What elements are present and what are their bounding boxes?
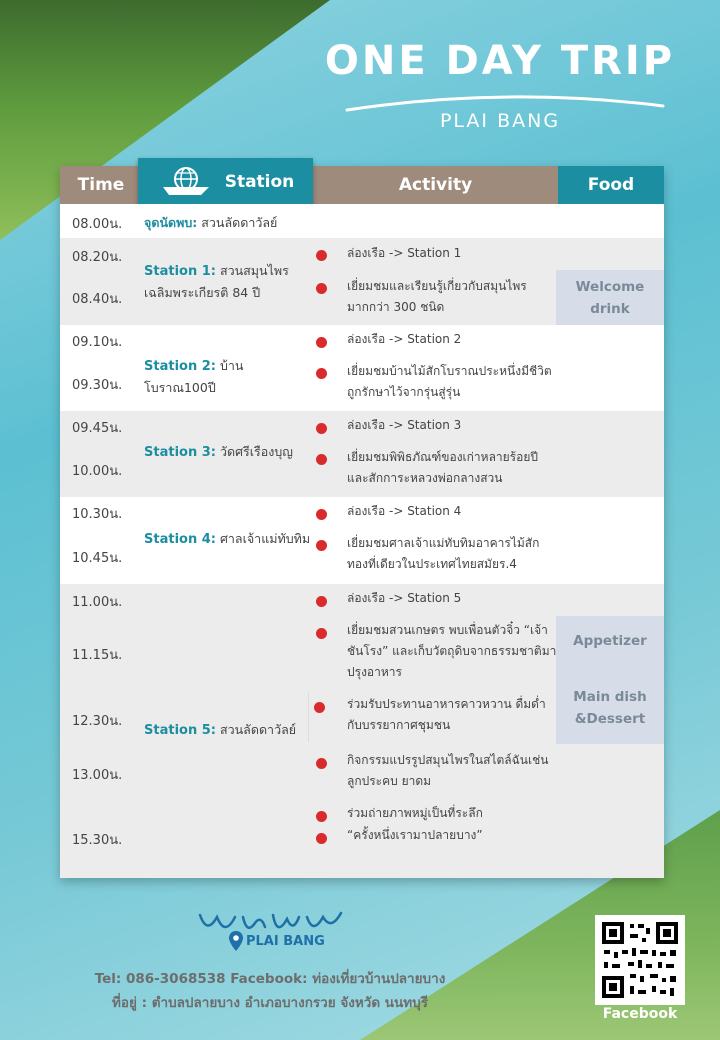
time-cell: 10.30น. [72, 507, 123, 522]
activity-text: “ครั้งหนึ่งเรามาปลายบาง” [347, 828, 483, 842]
station-desc: ศาลเจ้าแม่ทับทิม [219, 531, 311, 546]
itinerary-table [60, 166, 664, 878]
station-desc: สวนลัดดาวัลย์ [219, 722, 297, 737]
station-desc: สวนสมุนไพรเฉลิมพระเกียรติ 84 ปี [144, 263, 289, 300]
activity-text: ร่วมถ่ายภาพหมู่เป็นที่ระลึก [347, 806, 483, 820]
activity-text: เยี่ยมชมพิพิธภัณฑ์ของเก่าหลายร้อยปีและสักการะหลวงพ่อกลางสวน [347, 450, 538, 485]
activity-text: เยี่ยมชมสวนเกษตร พบเพื่อนตัวจิ๋ว “เจ้าชันโรง” และเก็บวัตถุดิบจากธรรมชาติมาปรุงอาหาร [347, 623, 557, 679]
bullet-dot [316, 368, 327, 379]
activity-text: ล่องเรือ -> Station 3 [347, 418, 462, 432]
station-desc: วัดศรีเรืองบุญ [219, 444, 293, 459]
station-cell [144, 260, 314, 303]
time-cell: 11.00น. [72, 595, 123, 610]
station-cell [144, 441, 314, 463]
station-cell [144, 719, 314, 741]
food-appetizer: Appetizer [573, 633, 647, 649]
column-header-food: Food [558, 166, 664, 204]
time-cell: 08.20น. [72, 250, 123, 265]
station-row [60, 238, 664, 325]
bullet-dot [316, 454, 327, 465]
station-cell [144, 355, 314, 398]
time-cell: 10.45น. [72, 551, 123, 566]
meeting-point [144, 213, 277, 233]
bullet-dot [316, 811, 327, 822]
time-cell: 08.00น. [72, 217, 123, 232]
station-cell [144, 528, 314, 550]
bullet-dot [316, 628, 327, 639]
bullet-dot [316, 509, 327, 520]
bullet-dot [316, 250, 327, 261]
bullet-dot [316, 596, 327, 607]
bullet-dot [314, 702, 325, 713]
meeting-label: จุดนัดพบ: [144, 215, 198, 230]
meeting-row [60, 204, 664, 238]
time-cell: 10.00น. [72, 464, 123, 479]
time-cell: 15.30น. [72, 833, 123, 848]
station-row [60, 497, 664, 584]
station-desc: บ้านโบราณ100ปี [144, 358, 244, 395]
bullet-dot [316, 540, 327, 551]
station-row [60, 325, 664, 411]
activity-text: เยี่ยมชมบ้านไม้สักโบราณประหนึ่งมีชีวิตถูกรักษาไว้จากรุ่นสู่รุ่น [347, 364, 552, 399]
time-cell: 12.30น. [72, 714, 123, 729]
activity-text: กิจกรรมแปรรูปสมุนไพรในสไตล์ฉันเช่น ลูกประคบ ยาดม [347, 753, 549, 788]
activity-text: ล่องเรือ -> Station 1 [347, 246, 462, 260]
location-pin-icon [229, 931, 243, 951]
food-cell-lunch [556, 616, 664, 744]
station-row [60, 584, 664, 878]
page-subtitle: PLAI BANG [439, 110, 561, 132]
qr-code-icon [600, 920, 680, 1000]
station-name: Station 2: [144, 359, 216, 374]
column-header-activity: Activity [313, 166, 558, 204]
contact-phone-facebook: Tel: 086-3068538 Facebook: ท่องเที่ยวบ้านปลายบาง [94, 971, 446, 987]
station-row [60, 411, 664, 497]
divider [308, 692, 309, 742]
time-cell: 09.30น. [72, 378, 123, 393]
qr-facebook-label: Facebook [602, 1006, 678, 1022]
qr-code[interactable] [595, 915, 685, 1005]
station-name: Station 5: [144, 723, 216, 738]
page-title: ONE DAY TRIP [324, 38, 676, 84]
activity-text: ร่วมรับประทานอาหารคาวหวาน ดื่มด่ำกับบรรยากาศชุมชน [347, 697, 546, 732]
bullet-dot [316, 337, 327, 348]
station-header-label: Station [224, 172, 295, 192]
bullet-dot [316, 833, 327, 844]
activity-text: ล่องเรือ -> Station 2 [347, 332, 462, 346]
activity-text: เยี่ยมชมและเรียนรู้เกี่ยวกับสมุนไพรมากกว่า 300 ชนิด [347, 279, 527, 314]
column-header-time: Time [60, 166, 142, 204]
activity-text: ล่องเรือ -> Station 5 [347, 591, 462, 605]
bullet-dot [316, 283, 327, 294]
station-name: Station 1: [144, 264, 216, 279]
time-cell: 11.15น. [72, 648, 123, 663]
contact-address: ที่อยู่ : ตำบลปลายบาง อำเภอบางกรวย จังหวัด นนทบุรี [112, 995, 428, 1011]
activity-text: เยี่ยมชมศาลเจ้าแม่ทับทิมอาคารไม้สักทองที่เดียวในประเทศไทยสมัยร.4 [347, 536, 540, 571]
time-cell: 13.00น. [72, 768, 123, 783]
ship-globe-icon [157, 165, 215, 199]
bullet-dot [316, 423, 327, 434]
food-welcome-drink: Welcome drink [556, 270, 664, 325]
station-name: Station 4: [144, 532, 216, 547]
time-cell: 09.10น. [72, 335, 123, 350]
meeting-place: สวนลัดดาวัลย์ [201, 215, 278, 230]
logo-brand-text: PLAI BANG [246, 934, 325, 949]
food-main-dish: Main dish &Dessert [573, 689, 647, 727]
time-cell: 09.45น. [72, 421, 123, 436]
time-cell: 08.40น. [72, 292, 123, 307]
bullet-dot [316, 758, 327, 769]
column-header-station [138, 158, 313, 206]
activity-text: ล่องเรือ -> Station 4 [347, 504, 462, 518]
station-name: Station 3: [144, 445, 216, 460]
